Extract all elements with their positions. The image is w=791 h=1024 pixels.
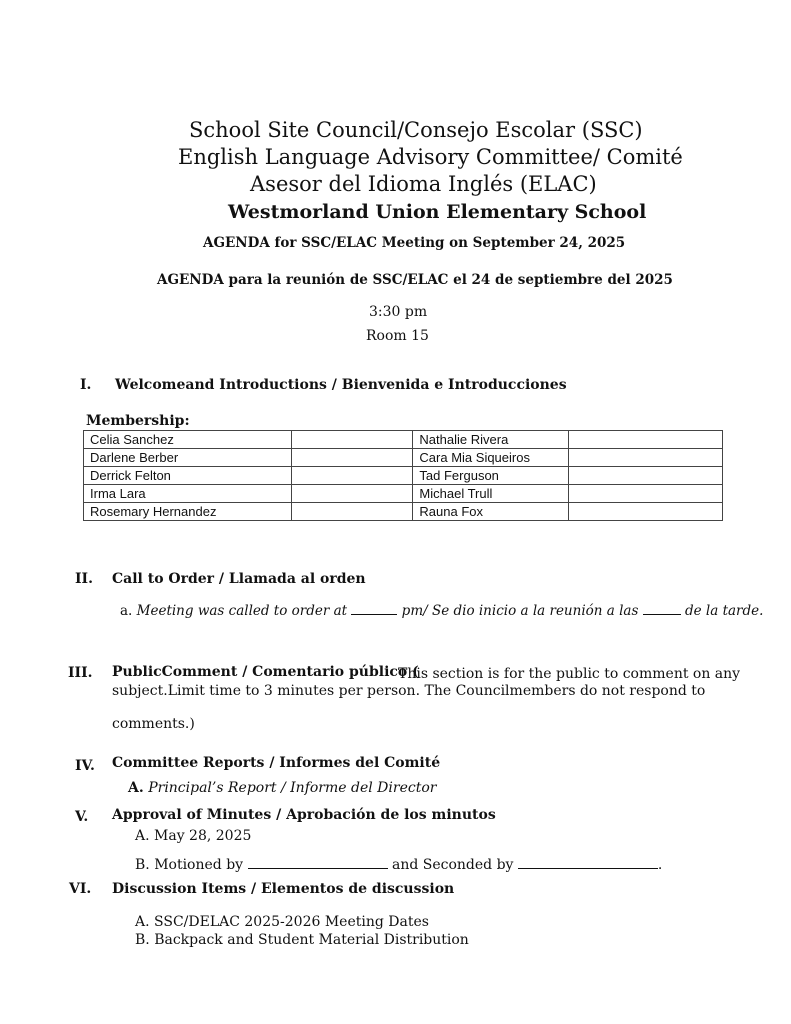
membership-table (83, 430, 723, 521)
table-row (84, 503, 723, 521)
motion-line (135, 856, 662, 873)
section-6-title: Discussion Items / Elementos de discussion (112, 881, 455, 897)
member-name: Nathalie Rivera (413, 431, 569, 449)
section-1-title: Welcomeand Introductions / Bienvenida e Introducciones (115, 377, 567, 393)
member-blank-cell (291, 485, 413, 503)
agenda-spanish: AGENDA para la reunión de SSC/ELAC el 24 de septiembre del 2025 (157, 272, 673, 288)
section-4-number: IV. (75, 758, 95, 774)
section-2-number: II. (75, 571, 93, 587)
member-blank-cell (569, 449, 723, 467)
section-5-number: V. (75, 809, 89, 825)
public-comment-text-2: subject.Limit time to 3 minutes per person. The Councilmembers do not respond to (112, 683, 706, 699)
member-blank-cell (569, 467, 723, 485)
call-to-order-line (120, 602, 763, 619)
school-name: Westmorland Union Elementary School (228, 201, 647, 223)
public-comment-text-3: comments.) (112, 716, 195, 732)
agenda-english: AGENDA for SSC/ELAC Meeting on September 24, 2025 (203, 235, 626, 251)
section-3-title: PublicComment / Comentario público ( (112, 664, 419, 680)
section-5-title: Approval of Minutes / Aprobación de los minutos (112, 807, 496, 823)
minutes-date: A. May 28, 2025 (135, 828, 252, 844)
item-letter: a. (120, 603, 133, 619)
member-name: Darlene Berber (84, 449, 292, 467)
motion-line-period: . (657, 857, 663, 873)
table-row (84, 431, 723, 449)
title-line-2: English Language Advisory Committee/ Comité (178, 145, 683, 169)
member-blank-cell (291, 503, 413, 521)
seconded-by-blank (518, 856, 658, 869)
member-name: Celia Sanchez (84, 431, 292, 449)
item-letter: A. (128, 780, 144, 796)
time-blank-english (351, 602, 397, 615)
member-blank-cell (291, 467, 413, 485)
motioned-by-label: B. Motioned by (135, 857, 244, 873)
public-comment-text-1: This section is for the public to comment on any (398, 666, 741, 682)
title-line-3: Asesor del Idioma Inglés (ELAC) (250, 172, 597, 196)
principal-report-text: Principal’s Report / Informe del Director (148, 780, 437, 796)
title-line-1: School Site Council/Consejo Escolar (SSC) (189, 118, 643, 142)
principal-report-line (128, 780, 436, 796)
section-3-number: III. (68, 665, 93, 681)
member-blank-cell (569, 431, 723, 449)
motioned-by-blank (248, 856, 388, 869)
member-name: Rosemary Hernandez (84, 503, 292, 521)
membership-label: Membership: (86, 413, 190, 429)
member-blank-cell (569, 485, 723, 503)
table-row (84, 467, 723, 485)
member-blank-cell (291, 449, 413, 467)
member-name: Cara Mia Siqueiros (413, 449, 569, 467)
member-name: Derrick Felton (84, 467, 292, 485)
discussion-item-a: A. SSC/DELAC 2025-2026 Meeting Dates (135, 914, 429, 930)
member-name: Michael Trull (413, 485, 569, 503)
meeting-time: 3:30 pm (369, 304, 428, 320)
afternoon-text: de la tarde. (684, 603, 764, 619)
seconded-by-label: and Seconded by (391, 857, 514, 873)
discussion-item-b: B. Backpack and Student Material Distribution (135, 932, 469, 948)
table-row (84, 449, 723, 467)
member-name: Rauna Fox (413, 503, 569, 521)
meeting-room: Room 15 (366, 328, 429, 344)
section-4-title: Committee Reports / Informes del Comité (112, 755, 441, 771)
member-blank-cell (569, 503, 723, 521)
called-to-order-text: Meeting was called to order at (136, 603, 348, 619)
member-blank-cell (291, 431, 413, 449)
member-name: Tad Ferguson (413, 467, 569, 485)
section-1-number: I. (80, 377, 92, 393)
section-6-number: VI. (69, 881, 92, 897)
called-to-order-spanish: pm/ Se dio inicio a la reunión a las (401, 603, 639, 619)
time-blank-spanish (643, 602, 681, 615)
table-row (84, 485, 723, 503)
member-name: Irma Lara (84, 485, 292, 503)
section-2-title: Call to Order / Llamada al orden (112, 571, 366, 587)
